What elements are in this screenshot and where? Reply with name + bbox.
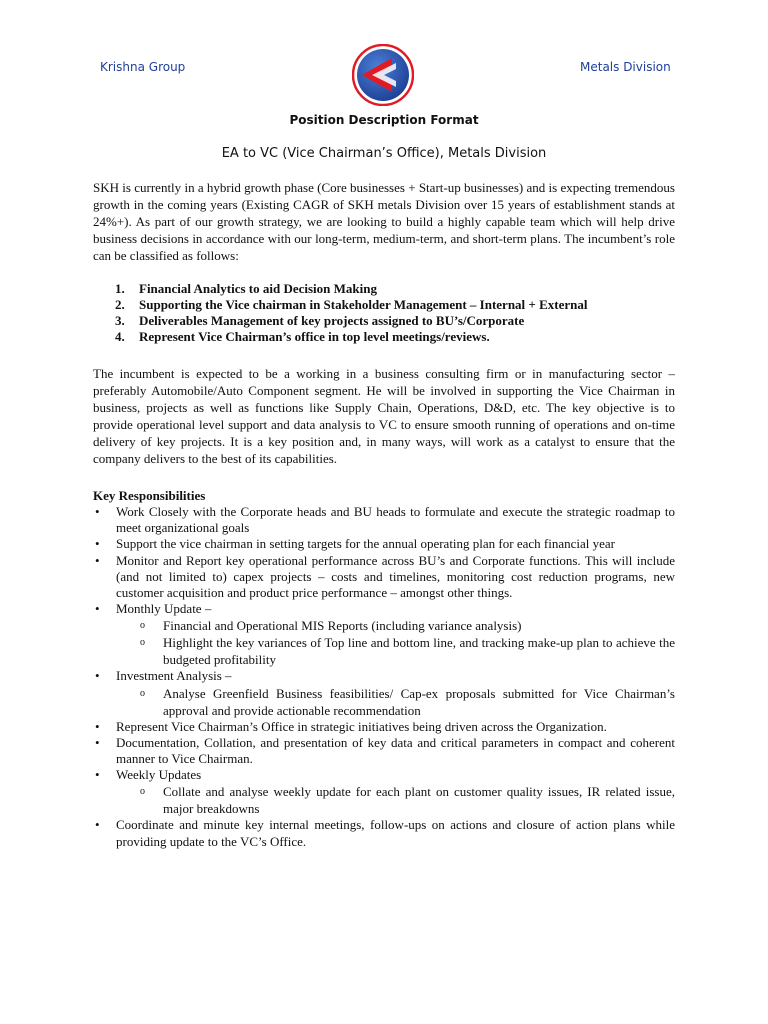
responsibility-item: • Weekly Updates o Collate and analyse weekly update for each plant on customer quality issues, IR related issue, major breakdowns <box>95 767 675 817</box>
bullet-icon: • <box>95 552 100 568</box>
responsibility-item: • Work Closely with the Corporate heads and BU heads to formulate and execute the strategic roadmap to meet organizational goals <box>95 504 675 536</box>
header-company: Krishna Group <box>100 60 186 74</box>
responsibility-item: • Monitor and Report key operational performance across BU’s and Corporate functions. This will include (and not limited to) capex projects – costs and timelines, monitoring cost reduction programs, new customer acquisition and product price performance – amongst other things. <box>95 552 675 601</box>
bullet-icon: • <box>95 817 100 833</box>
bullet-icon: • <box>95 734 100 750</box>
role-classification-list <box>93 281 675 345</box>
incumbent-paragraph: The incumbent is expected to be a working in a business consulting firm or in manufacturing sector – preferably Automobile/Auto Component segment. He will be involved in supporting the Vice Chairman in business, projects as well as functions like Supply Chain, Operations, D&D, etc. The key objective is to provide operational level support and data analysis to VC to ensure smooth running of operations and on-time delivery of key projects. It is a key position and, in many ways, will work as a catalyst to ensure that the company delivers to the best of its capabilities. <box>93 366 675 466</box>
role-title: EA to VC (Vice Chairman’s Office), Metals Division <box>221 146 547 161</box>
krishna-group-logo-icon <box>352 44 414 106</box>
bullet-icon: • <box>95 718 100 734</box>
sub-item: o Analyse Greenfield Business feasibilities/ Cap-ex proposals submitted for Vice Chairman’s approval and provide actionable recommendation <box>140 685 675 718</box>
circle-bullet-icon: o <box>140 620 145 632</box>
circle-bullet-icon: o <box>140 637 145 649</box>
header-division: Metals Division <box>580 60 671 74</box>
responsibility-item: • Documentation, Collation, and presentation of key data and critical parameters in compact and coherent manner to Vice Chairman. <box>95 734 675 767</box>
responsibility-item: • Coordinate and minute key internal meetings, follow-ups on actions and closure of action plans while providing update to the VC’s Office. <box>95 817 675 849</box>
responsibilities-list <box>93 504 675 850</box>
format-title: Position Description Format <box>289 113 479 127</box>
sub-list <box>116 685 675 719</box>
bullet-icon: • <box>95 504 100 519</box>
bullet-icon: • <box>95 536 100 552</box>
document-body <box>93 179 675 850</box>
bullet-icon: • <box>95 668 100 684</box>
responsibility-item: • Monthly Update – o Financial and Operational MIS Reports (including variance analysis) o Highlight the key variances of Top line and bottom line, and tracking make-up plan to achieve the budgeted profitability <box>95 601 675 668</box>
intro-paragraph: SKH is currently in a hybrid growth phase (Core businesses + Start-up businesses) and is expecting tremendous growth in the coming years (Existing CAGR of SKH metals Division over 15 years of establishment stands at 24%+). As part of our growth strategy, we are looking to build a highly capable team which will help drive business decisions in accordance with our long-term, medium-term, and short-term plans. The incumbent’s role can be classified as follows: <box>93 180 675 263</box>
role-item: 3. Deliverables Management of key projects assigned to BU’s/Corporate <box>115 313 525 328</box>
role-item: 1. Financial Analytics to aid Decision Making <box>115 281 377 296</box>
sub-item: o Highlight the key variances of Top line and bottom line, and tracking make-up plan to achieve the budgeted profitability <box>140 635 675 668</box>
bullet-icon: • <box>95 601 100 617</box>
responsibility-item: • Represent Vice Chairman’s Office in strategic initiatives being driven across the Organization. <box>95 718 607 734</box>
circle-bullet-icon: o <box>140 786 145 798</box>
role-item: 4. Represent Vice Chairman’s office in top level meetings/reviews. <box>115 329 490 344</box>
key-responsibilities-heading: Key Responsibilities <box>93 488 206 503</box>
circle-bullet-icon: o <box>140 687 145 699</box>
sub-list <box>116 783 675 817</box>
responsibility-item: • Support the vice chairman in setting targets for the annual operating plan for each financial year <box>95 536 615 552</box>
bullet-icon: • <box>95 767 100 783</box>
role-item: 2. Supporting the Vice chairman in Stakeholder Management – Internal + External <box>115 297 588 312</box>
responsibility-item: • Investment Analysis – o Analyse Greenfield Business feasibilities/ Cap-ex proposals submitted for Vice Chairman’s approval and provide actionable recommendation <box>95 668 675 718</box>
sub-item: o Collate and analyse weekly update for each plant on customer quality issues, IR related issue, major breakdowns <box>140 784 675 817</box>
sub-item: o Financial and Operational MIS Reports (including variance analysis) <box>140 618 522 634</box>
sub-list <box>116 617 675 668</box>
